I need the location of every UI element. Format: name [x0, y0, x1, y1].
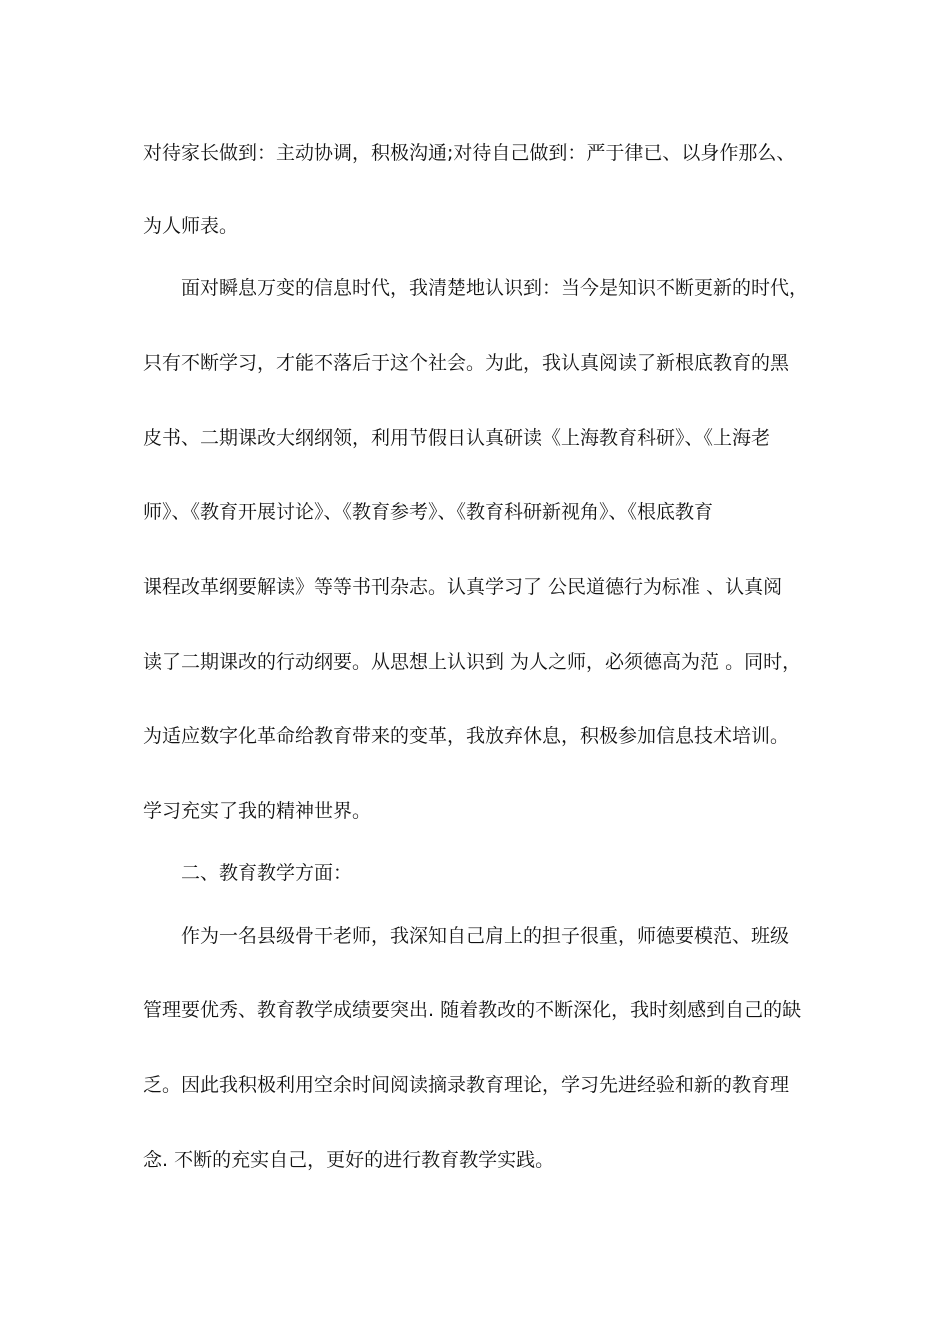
section-heading: 二、教育教学方面： — [181, 862, 353, 884]
paragraph-start-line: 作为一名县级骨干老师，我深知自己肩上的担子很重，师德要模范、班级 — [181, 925, 790, 947]
text-line: 只有不断学习，才能不落后于这个社会。为此，我认真阅读了新根底教育的黑 — [143, 352, 790, 374]
text-line: 皮书、二期课改大纲纲领，利用节假日认真研读《上海教育科研》、《上海老 — [143, 427, 771, 449]
text-line: 课程改革纲要解读》等等书刊杂志。认真学习了 公民道德行为标准 、认真阅 — [143, 576, 783, 598]
text-line: 乏。因此我积极利用空余时间阅读摘录教育理论，学习先进经验和新的教育理 — [143, 1074, 790, 1096]
text-line: 管理要优秀、教育教学成绩要突出. 随着教改的不断深化，我时刻感到自己的缺 — [143, 999, 802, 1021]
paragraph-start-line: 面对瞬息万变的信息时代，我清楚地认识到：当今是知识不断更新的时代， — [181, 277, 809, 299]
text-line: 为适应数字化革命给教育带来的变革，我放弃休息，积极参加信息技术培训。 — [143, 725, 790, 747]
text-line: 念. 不断的充实自己，更好的进行教育教学实践。 — [143, 1149, 555, 1171]
text-line: 读了二期课改的行动纲要。从思想上认识到 为人之师，必须德高为范 。同时， — [143, 651, 802, 673]
text-line: 学习充实了我的精神世界。 — [143, 800, 372, 822]
text-line: 为人师表。 — [143, 215, 239, 237]
text-line: 师》、《教育开展讨论》、《教育参考》、《教育科研新视角》、《根底教育 — [143, 501, 714, 523]
text-line: 对待家长做到：主动协调，积极沟通;对待自己做到：严于律已、以身作那么、 — [143, 142, 796, 164]
